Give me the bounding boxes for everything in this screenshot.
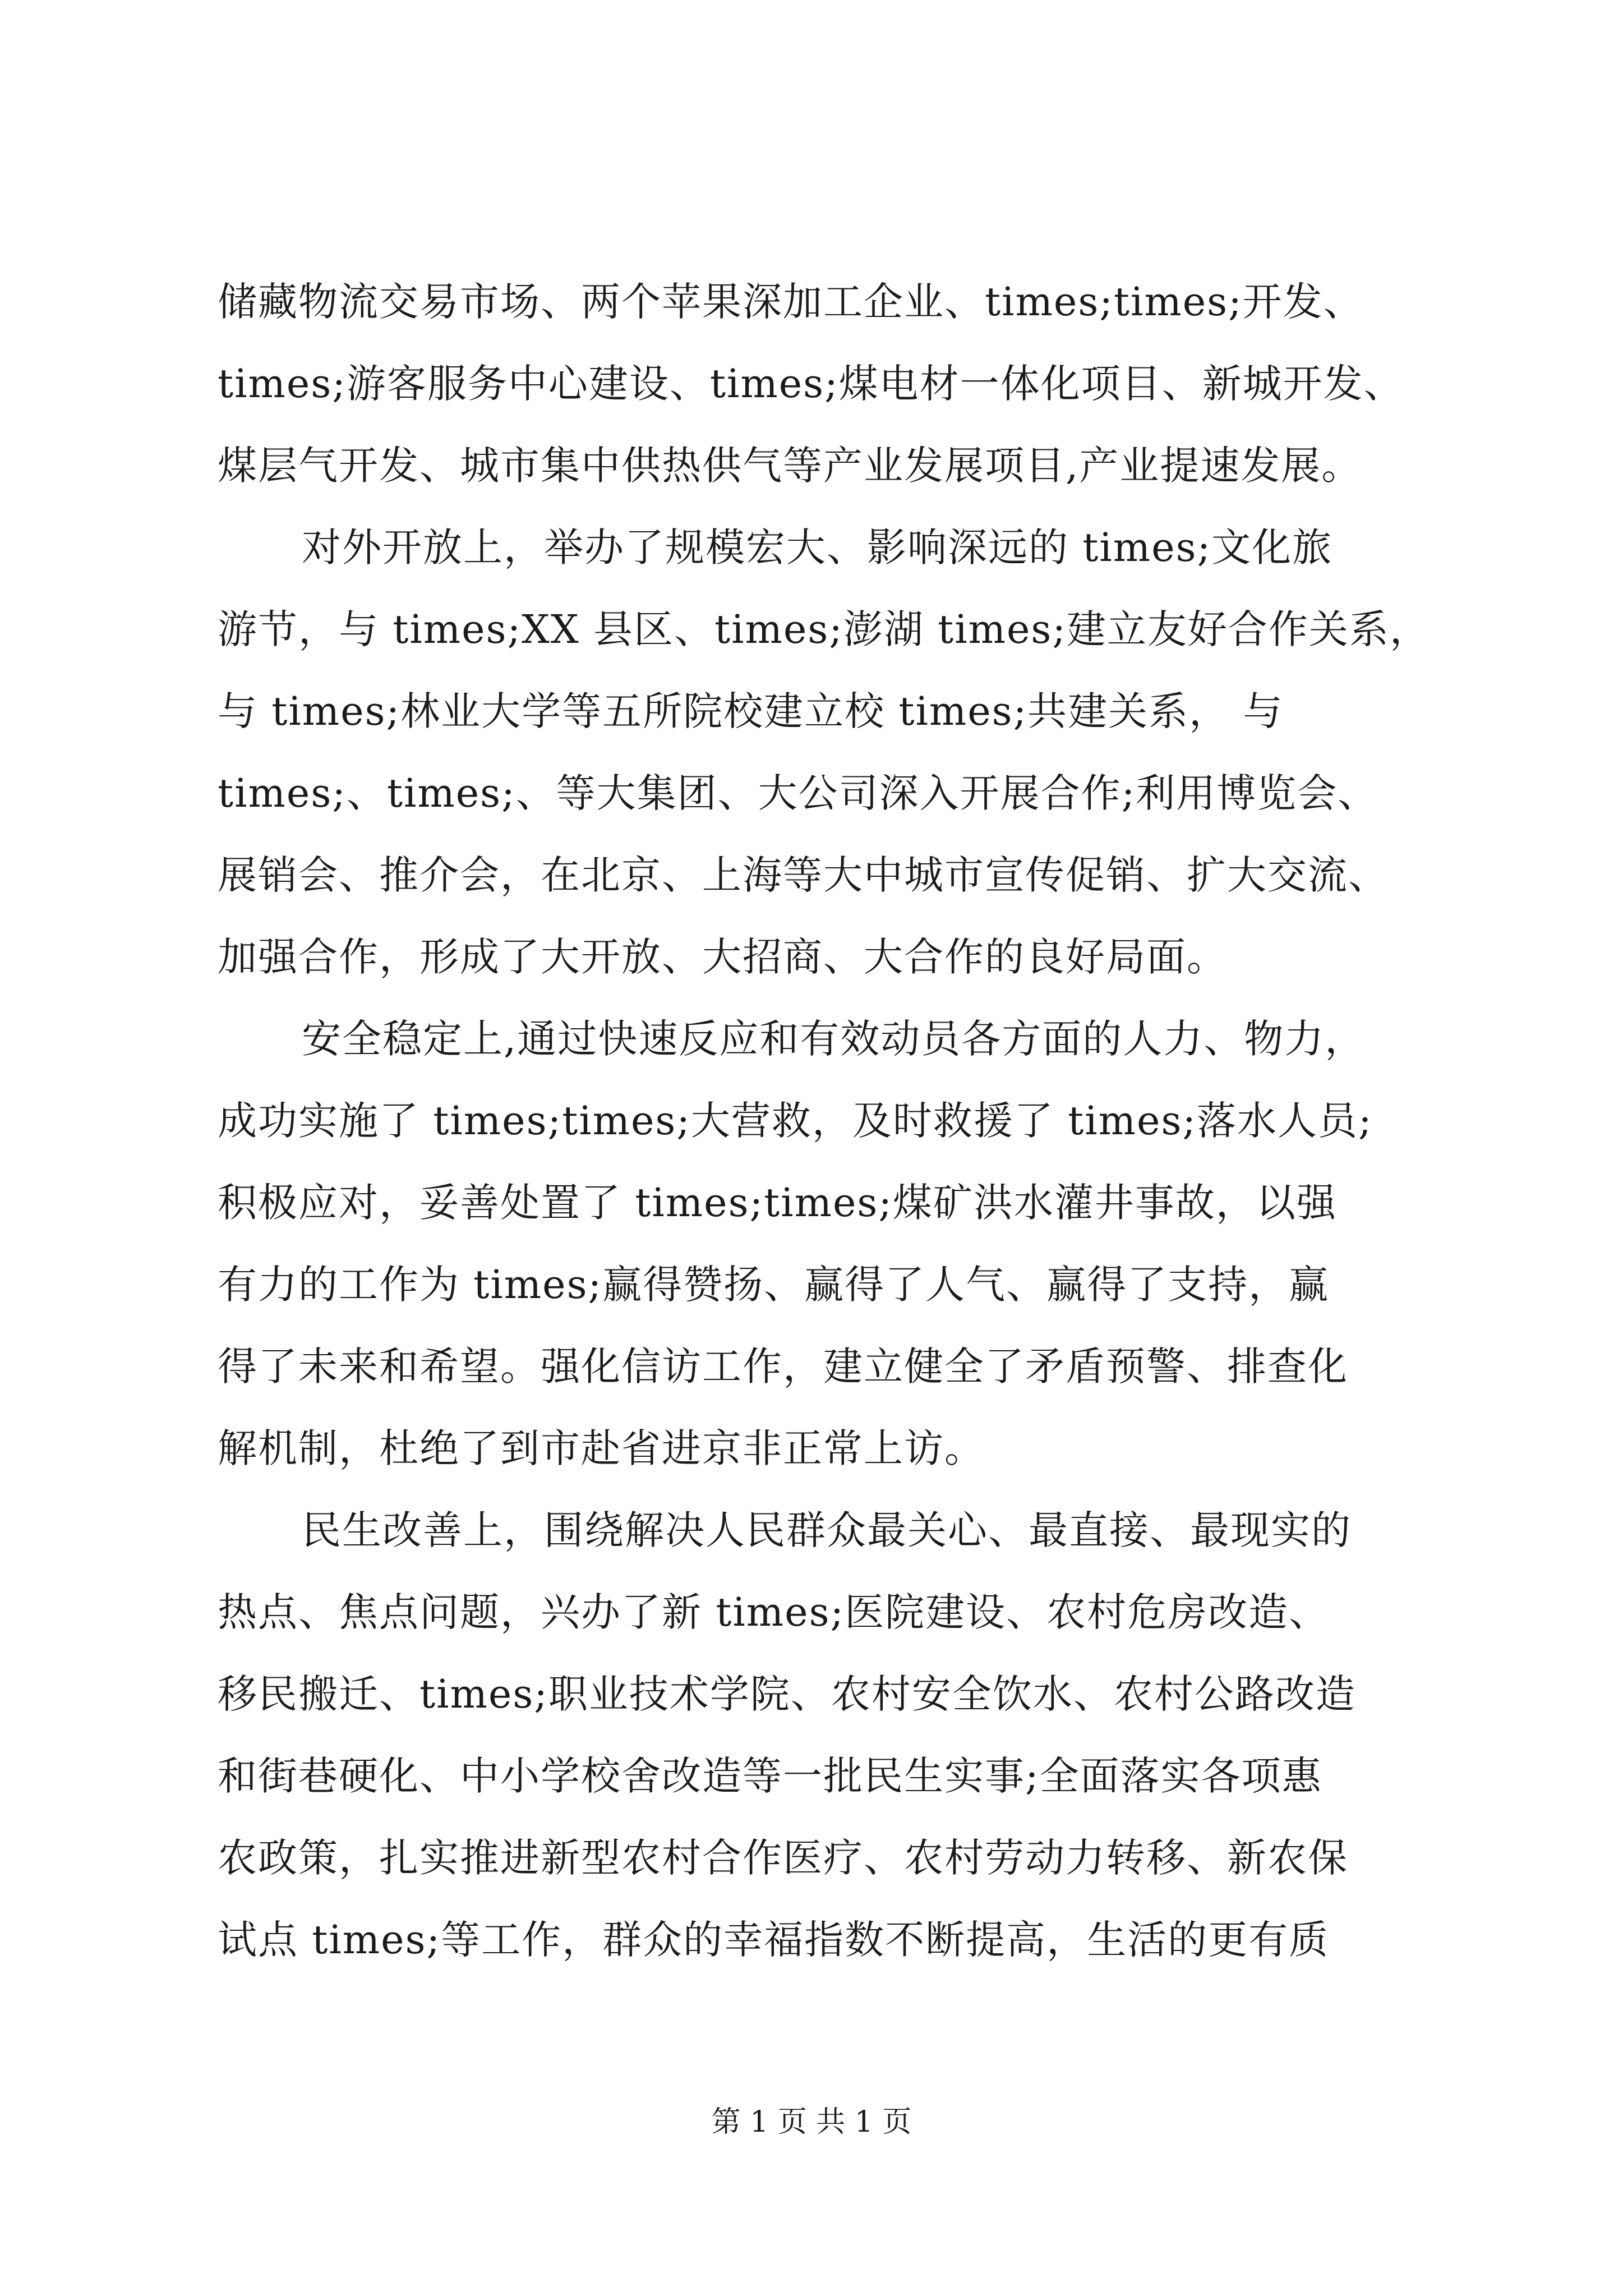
- text-line: 解机制，杜绝了到市赴省进京非正常上访。: [218, 1425, 985, 1471]
- text-line: 加强合作，形成了大开放、大招商、大合作的良好局面。: [218, 934, 1227, 980]
- text-line: times;、times;、等大集团、大公司深入开展合作;利用博览会、: [218, 770, 1378, 816]
- text-line: 农政策，扎实推进新型农村合作医疗、农村劳动力转移、新农保: [218, 1835, 1348, 1881]
- text-line: 民生改善上，围绕解决人民群众最关心、最直接、最现实的: [302, 1507, 1352, 1553]
- text-line: 游节，与 times;XX 县区、times;澎湖 times;建立友好合作关系，: [218, 606, 1430, 652]
- text-line: 试点 times;等工作，群众的幸福指数不断提高，生活的更有质: [218, 1917, 1330, 1963]
- text-line: 移民搬迁、times;职业技术学院、农村安全饮水、农村公路改造: [218, 1671, 1356, 1717]
- text-line: 展销会、推介会，在北京、上海等大中城市宣传促销、扩大交流、: [218, 852, 1389, 898]
- text-line: 积极应对，妥善处置了 times;times;煤矿洪水灌井事故，以强: [218, 1180, 1337, 1226]
- paragraph-safety-stability: [218, 998, 1415, 1489]
- text-line: 得了未来和希望。强化信访工作，建立健全了矛盾预警、排查化: [218, 1343, 1348, 1389]
- text-line: 对外开放上，举办了规模宏大、影响深远的 times;文化旅: [302, 524, 1333, 570]
- text-line: 热点、焦点问题，兴办了新 times;医院建设、农村危房改造、: [218, 1589, 1330, 1635]
- text-line: 成功实施了 times;times;大营救，及时救援了 times;落水人员;: [218, 1098, 1373, 1144]
- document-body: [218, 261, 1430, 1981]
- page-number-footer: 第 1 页 共 1 页: [711, 2105, 912, 2139]
- paragraph-livelihood: [218, 1489, 1415, 1981]
- text-line: 安全稳定上,通过快速反应和有效动员各方面的人力、物力，: [302, 1016, 1366, 1062]
- text-line: times;游客服务中心建设、times;煤电材一体化项目、新城开发、: [218, 361, 1404, 407]
- paragraph-opening-up: [218, 507, 1430, 998]
- text-line: 与 times;林业大学等五所院校建立校 times;共建关系， 与: [218, 688, 1284, 734]
- text-line: 和街巷硬化、中小学校舍改造等一批民生实事;全面落实各项惠: [218, 1753, 1322, 1799]
- text-line: 煤层气开发、城市集中供热供气等产业发展项目,产业提速发展。: [218, 443, 1362, 489]
- text-line: 储藏物流交易市场、两个苹果深加工企业、times;times;开发、: [218, 279, 1364, 325]
- paragraph-industry: [218, 261, 1415, 507]
- text-line: 有力的工作为 times;赢得赞扬、赢得了人气、赢得了支持，赢: [218, 1262, 1330, 1308]
